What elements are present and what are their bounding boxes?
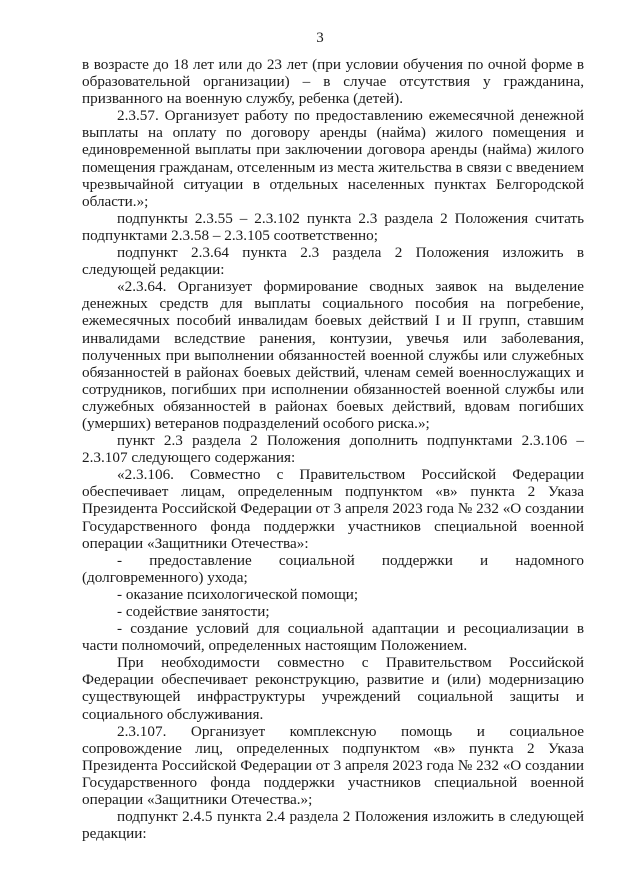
page-number: 3 <box>316 30 324 46</box>
list-item-employment: - содействие занятости; <box>117 603 270 620</box>
paragraph-2-3-107: 2.3.107. Организует комплексную помощь и социальное сопровождение лиц, определенных подпунктом «в» пункта 2 Указа Президента Российской Федерации от 3 апреля 2023 года № 232 «О создании Государственного фонда поддержки участников специальной военной операции «Защитники Отечества.»; <box>82 722 584 809</box>
paragraph-2-3-64: «2.3.64. Организует формирование сводных заявок на выделение денежных средств для выплаты социального пособия на погребение, ежемесячных пособий инвалидам боевых действий I и II групп, ставшим инвалидами вследствие ранения, контузии, увечья или заболевания, полученных при выполнении обязанностей военной службы или служебных обязанностей в районах боевых действий, членам семей военнослужащих и сотрудников, погибших при исполнении обязанностей военной службы или служебных обязанностей в районах боевых действий, вдовам погибших (умерших) ветеранов подразделений особого риска.»; <box>82 278 584 432</box>
paragraph-infrastructure: При необходимости совместно с Правительством Российской Федерации обеспечивает реконструкцию, развитие и (или) модернизацию существующей инфраструктуры учреждений социальной защиты и социального обслуживания. <box>82 654 584 723</box>
document-body <box>82 56 584 842</box>
list-item-adaptation: - создание условий для социальной адаптации и ресоциализации в части полномочий, определенных настоящим Положением. <box>82 620 584 655</box>
list-item-psychological-help: - оказание психологической помощи; <box>117 585 359 603</box>
paragraph-add-subpoints: пункт 2.3 раздела 2 Положения дополнить подпунктами 2.3.106 – 2.3.107 следующего содержания: <box>82 432 584 467</box>
paragraph-amend-2-4-5: подпункт 2.4.5 пункта 2.4 раздела 2 Положения изложить в следующей редакции: <box>82 808 584 843</box>
paragraph-2-3-106: «2.3.106. Совместно с Правительством Российской Федерации обеспечивает лицам, определенным подпунктом «в» пункта 2 Указа Президента Российской Федерации от 3 апреля 2023 года № 232 «О создании Государственного фонда поддержки участников специальной военной операции «Защитники Отечества»: <box>82 466 584 552</box>
paragraph-renumbering: подпункты 2.3.55 – 2.3.102 пункта 2.3 раздела 2 Положения считать подпунктами 2.3.58 – 2.3.105 соответственно; <box>82 209 584 244</box>
list-item-social-support: - предоставление социальной поддержки и надомного (долговременного) ухода; <box>82 551 584 586</box>
paragraph-amend-2-3-64: подпункт 2.3.64 пункта 2.3 раздела 2 Положения изложить в следующей редакции: <box>82 244 584 279</box>
paragraph-continuation: в возрасте до 18 лет или до 23 лет (при условии обучения по очной форме в образовательной организации) – в случае отсутствия у гражданина, призванного на военную службу, ребенка (детей). <box>82 56 584 108</box>
paragraph-2-3-57: 2.3.57. Организует работу по предоставлению ежемесячной денежной выплаты на оплату по договору аренды (найма) жилого помещения и единовременной выплаты при заключении договора аренды (найма) жилого помещения гражданам, отселенным из места жительства в связи с введением чрезвычайной ситуации в отдельных населенных пунктах Белгородской области.»; <box>82 107 584 210</box>
